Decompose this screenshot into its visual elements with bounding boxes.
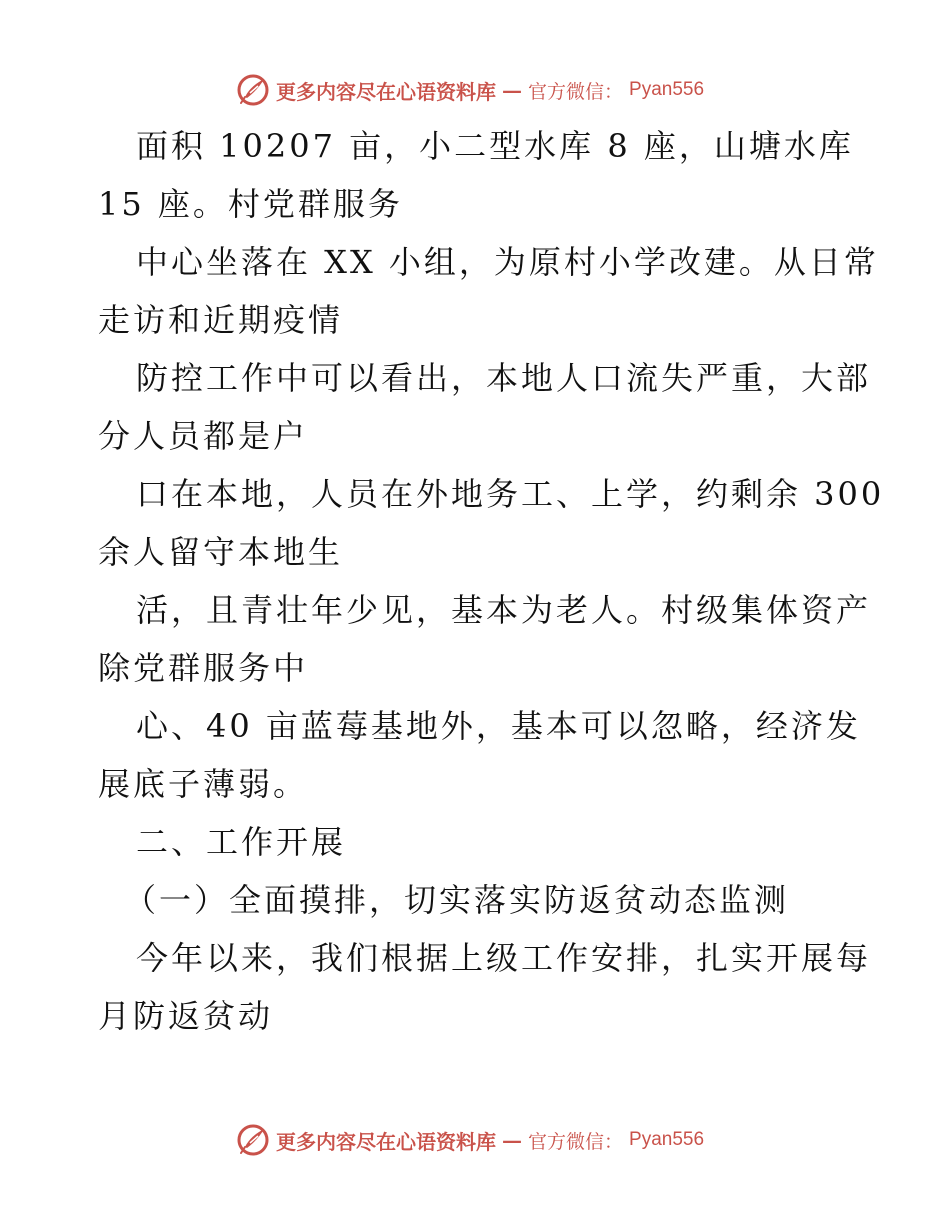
body-line: 走访和近期疫情 [98, 301, 344, 339]
quill-logo-icon [236, 73, 270, 107]
body-line: 今年以来，我们根据上级工作安排，扎实开展每 [136, 939, 872, 977]
body-line: 月防返贫动 [98, 997, 274, 1035]
body-line: 分人员都是户 [98, 417, 309, 455]
watermark-wechat-id: Pyan556 [629, 79, 705, 100]
body-line: 展底子薄弱。 [98, 765, 309, 803]
body-line: 心、40 亩蓝莓基地外，基本可以忽略，经济发 [136, 707, 861, 745]
body-line: 余人留守本地生 [98, 533, 344, 571]
watermark-banner-bottom [236, 1122, 704, 1158]
body-line: 防控工作中可以看出，本地人口流失严重，大部 [136, 359, 872, 397]
watermark-wechat-label: 官方微信： [528, 1130, 624, 1153]
section-heading: 二、工作开展 [136, 823, 347, 861]
watermark-banner-top [236, 72, 704, 108]
quill-logo-icon [236, 1123, 270, 1157]
subsection-heading: （一）全面摸排，切实落实防返贫动态监测 [124, 881, 790, 919]
watermark-wechat-label: 官方微信： [528, 80, 624, 103]
body-line: 中心坐落在 XX 小组，为原村小学改建。从日常 [136, 243, 879, 281]
watermark-dash: — [502, 78, 522, 102]
body-line: 口在本地，人员在外地务工、上学，约剩余 300 [136, 475, 885, 513]
body-line: 面积 10207 亩，小二型水库 8 座，山塘水库 [136, 127, 854, 165]
watermark-wechat-id: Pyan556 [629, 1129, 705, 1150]
watermark-main-text: 更多内容尽在心语资料库 [276, 1129, 496, 1154]
body-line: 除党群服务中 [98, 649, 309, 687]
body-line: 活，且青壮年少见，基本为老人。村级集体资产 [136, 591, 872, 629]
watermark-dash: — [502, 1128, 522, 1152]
body-line: 15 座。村党群服务 [98, 185, 403, 223]
watermark-main-text: 更多内容尽在心语资料库 [276, 79, 496, 104]
